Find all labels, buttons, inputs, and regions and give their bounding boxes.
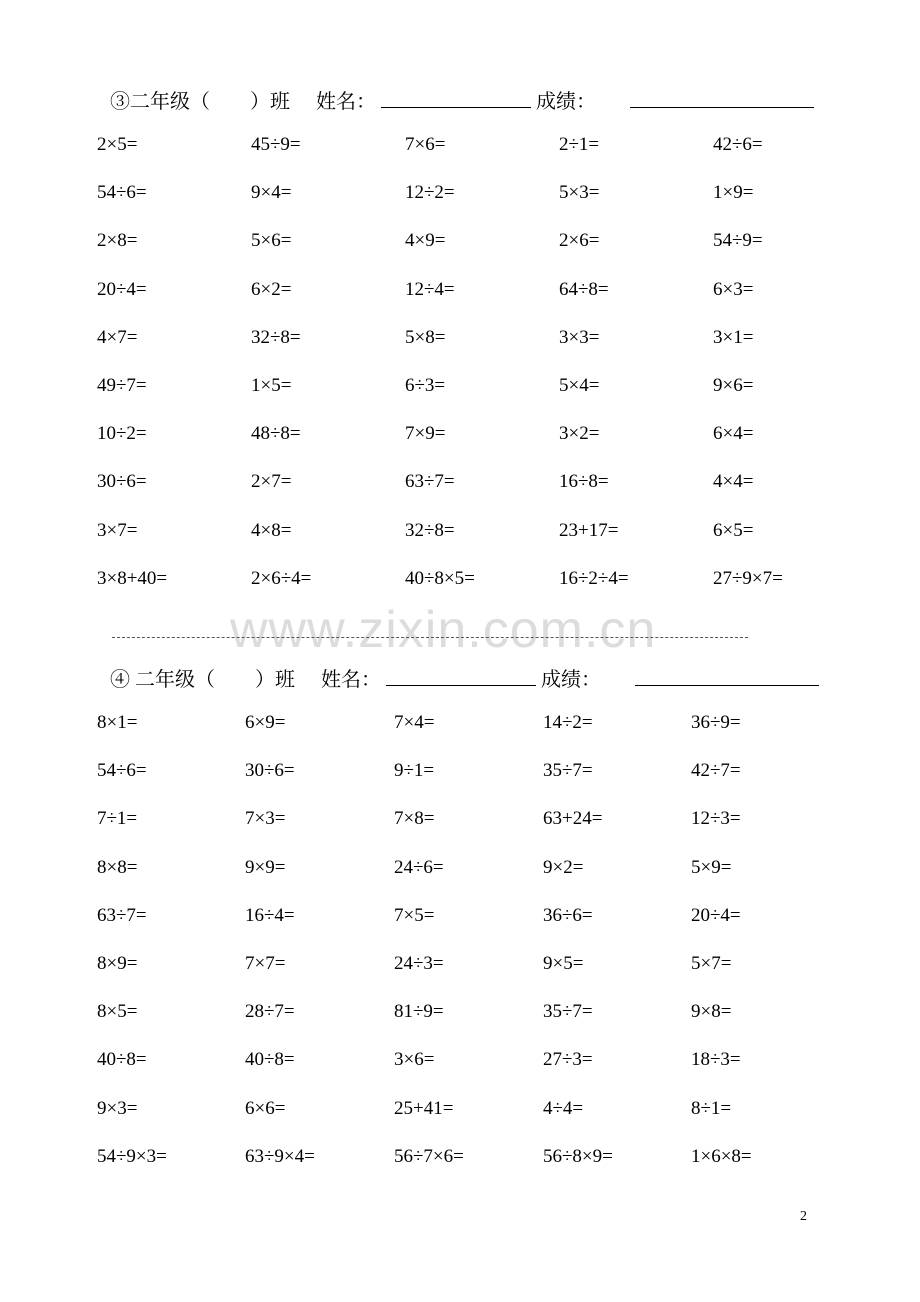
problem-row xyxy=(0,178,920,208)
problem-row xyxy=(0,756,920,786)
math-problem: 16÷2÷4= xyxy=(559,567,629,589)
math-problem: 4×7= xyxy=(97,326,138,348)
name-label: 姓名： xyxy=(321,669,381,691)
problem-row xyxy=(0,226,920,256)
math-problem: 54÷6= xyxy=(97,182,147,204)
math-problem: 12÷3= xyxy=(691,808,741,830)
math-problem: 8÷1= xyxy=(691,1097,732,1119)
section-4-header xyxy=(110,663,819,692)
math-problem: 16÷4= xyxy=(245,904,295,926)
math-problem: 5×4= xyxy=(559,375,600,396)
math-problem: 6×4= xyxy=(713,423,754,445)
math-problem: 7×4= xyxy=(394,712,435,733)
problem-row xyxy=(0,1094,920,1124)
math-problem: 6×6= xyxy=(245,1097,286,1119)
problem-row xyxy=(0,708,920,738)
math-problem: 9×5= xyxy=(543,953,584,974)
math-problem: 1×5= xyxy=(251,375,292,396)
math-problem: 1×9= xyxy=(713,182,754,204)
math-problem: 25+41= xyxy=(394,1097,454,1119)
math-problem: 30÷6= xyxy=(97,471,147,493)
problem-row xyxy=(0,516,920,546)
math-problem: 32÷8= xyxy=(405,519,455,541)
problem-row xyxy=(0,371,920,401)
math-problem: 42÷7= xyxy=(691,760,741,782)
math-problem: 7×9= xyxy=(405,423,446,445)
math-problem: 6×3= xyxy=(713,278,754,300)
math-problem: 9×9= xyxy=(245,856,286,878)
math-problem: 1×6×8= xyxy=(691,1145,752,1167)
math-problem: 6÷3= xyxy=(405,375,446,396)
math-problem: 3×7= xyxy=(97,519,138,541)
math-problem: 9×6= xyxy=(713,375,754,396)
score-label: 成绩： xyxy=(536,91,596,113)
math-problem: 12÷2= xyxy=(405,182,455,204)
math-problem: 3×6= xyxy=(394,1049,435,1071)
math-problem: 5×6= xyxy=(251,230,292,252)
math-problem: 81÷9= xyxy=(394,1001,444,1023)
math-problem: 8×5= xyxy=(97,1001,138,1023)
problem-row xyxy=(0,949,920,979)
math-problem: 32÷8= xyxy=(251,326,301,348)
math-problem: 56÷8×9= xyxy=(543,1145,613,1167)
problem-row xyxy=(0,275,920,305)
math-problem: 7×3= xyxy=(245,808,286,830)
math-problem: 49÷7= xyxy=(97,375,147,396)
math-problem: 2×6= xyxy=(559,230,600,252)
math-problem: 54÷6= xyxy=(97,760,147,782)
cut-line-divider xyxy=(112,637,748,638)
score-label: 成绩： xyxy=(541,669,601,691)
math-problem: 12÷4= xyxy=(405,278,455,300)
problem-row xyxy=(0,130,920,160)
math-problem: 4×8= xyxy=(251,519,292,541)
math-problem: 24÷3= xyxy=(394,953,444,974)
name-label: 姓名： xyxy=(316,91,376,113)
math-problem: 4÷4= xyxy=(543,1097,584,1119)
math-problem: 3×1= xyxy=(713,326,754,348)
section-3-header xyxy=(110,85,814,114)
math-problem: 24÷6= xyxy=(394,856,444,878)
math-problem: 9×3= xyxy=(97,1097,138,1119)
math-problem: 40÷8= xyxy=(245,1049,295,1071)
math-problem: 3×3= xyxy=(559,326,600,348)
math-problem: 56÷7×6= xyxy=(394,1145,464,1167)
name-blank-line[interactable] xyxy=(386,665,536,686)
math-problem: 35÷7= xyxy=(543,760,593,782)
problem-row xyxy=(0,804,920,834)
math-problem: 27÷9×7= xyxy=(713,567,783,589)
math-problem: 6×9= xyxy=(245,712,286,733)
math-problem: 30÷6= xyxy=(245,760,295,782)
math-problem: 40÷8= xyxy=(97,1049,147,1071)
score-blank-line[interactable] xyxy=(635,665,819,686)
math-problem: 9×2= xyxy=(543,856,584,878)
math-problem: 63÷7= xyxy=(405,471,455,493)
math-problem: 20÷4= xyxy=(97,278,147,300)
math-problem: 8×9= xyxy=(97,953,138,974)
problem-row xyxy=(0,853,920,883)
math-problem: 10÷2= xyxy=(97,423,147,445)
problem-row xyxy=(0,323,920,353)
math-problem: 63+24= xyxy=(543,808,603,830)
problem-row xyxy=(0,901,920,931)
math-problem: 54÷9= xyxy=(713,230,763,252)
problem-row xyxy=(0,1142,920,1172)
math-problem: 8×1= xyxy=(97,712,138,733)
math-problem: 35÷7= xyxy=(543,1001,593,1023)
math-problem: 23+17= xyxy=(559,519,619,541)
math-problem: 54÷9×3= xyxy=(97,1145,167,1167)
math-problem: 2÷1= xyxy=(559,134,600,155)
problem-row xyxy=(0,467,920,497)
math-problem: 2×8= xyxy=(97,230,138,252)
class-label: ④ 二年级（ ）班 xyxy=(110,669,295,691)
problem-row xyxy=(0,419,920,449)
math-problem: 40÷8×5= xyxy=(405,567,475,589)
math-problem: 4×4= xyxy=(713,471,754,493)
math-problem: 2×6÷4= xyxy=(251,567,312,589)
name-blank-line[interactable] xyxy=(381,87,531,108)
math-problem: 14÷2= xyxy=(543,712,593,733)
math-problem: 6×2= xyxy=(251,278,292,300)
math-problem: 63÷9×4= xyxy=(245,1145,315,1167)
math-problem: 2×7= xyxy=(251,471,292,493)
math-problem: 3×8+40= xyxy=(97,567,168,589)
math-problem: 7×6= xyxy=(405,134,446,155)
watermark: www.zixin.com.cn xyxy=(230,601,657,659)
math-problem: 6×5= xyxy=(713,519,754,541)
math-problem: 28÷7= xyxy=(245,1001,295,1023)
math-problem: 7×7= xyxy=(245,953,286,974)
math-problem: 5×8= xyxy=(405,326,446,348)
math-problem: 9×4= xyxy=(251,182,292,204)
math-problem: 45÷9= xyxy=(251,134,301,155)
math-problem: 48÷8= xyxy=(251,423,301,445)
page-number: 2 xyxy=(800,1209,807,1224)
score-blank-line[interactable] xyxy=(630,87,814,108)
math-problem: 8×8= xyxy=(97,856,138,878)
problem-row xyxy=(0,997,920,1027)
math-problem: 18÷3= xyxy=(691,1049,741,1071)
math-problem: 36÷6= xyxy=(543,904,593,926)
problem-row xyxy=(0,564,920,594)
math-problem: 5×9= xyxy=(691,856,732,878)
math-problem: 42÷6= xyxy=(713,134,763,155)
math-problem: 4×9= xyxy=(405,230,446,252)
math-problem: 2×5= xyxy=(97,134,138,155)
math-problem: 16÷8= xyxy=(559,471,609,493)
math-problem: 7×5= xyxy=(394,904,435,926)
math-problem: 9÷1= xyxy=(394,760,435,782)
math-problem: 7÷1= xyxy=(97,808,138,830)
math-problem: 63÷7= xyxy=(97,904,147,926)
math-problem: 27÷3= xyxy=(543,1049,593,1071)
math-problem: 20÷4= xyxy=(691,904,741,926)
math-problem: 64÷8= xyxy=(559,278,609,300)
math-problem: 3×2= xyxy=(559,423,600,445)
class-label: ③二年级（ ）班 xyxy=(110,91,290,113)
math-problem: 5×7= xyxy=(691,953,732,974)
math-problem: 7×8= xyxy=(394,808,435,830)
math-problem: 9×8= xyxy=(691,1001,732,1023)
math-problem: 36÷9= xyxy=(691,712,741,733)
math-problem: 5×3= xyxy=(559,182,600,204)
problem-row xyxy=(0,1045,920,1075)
